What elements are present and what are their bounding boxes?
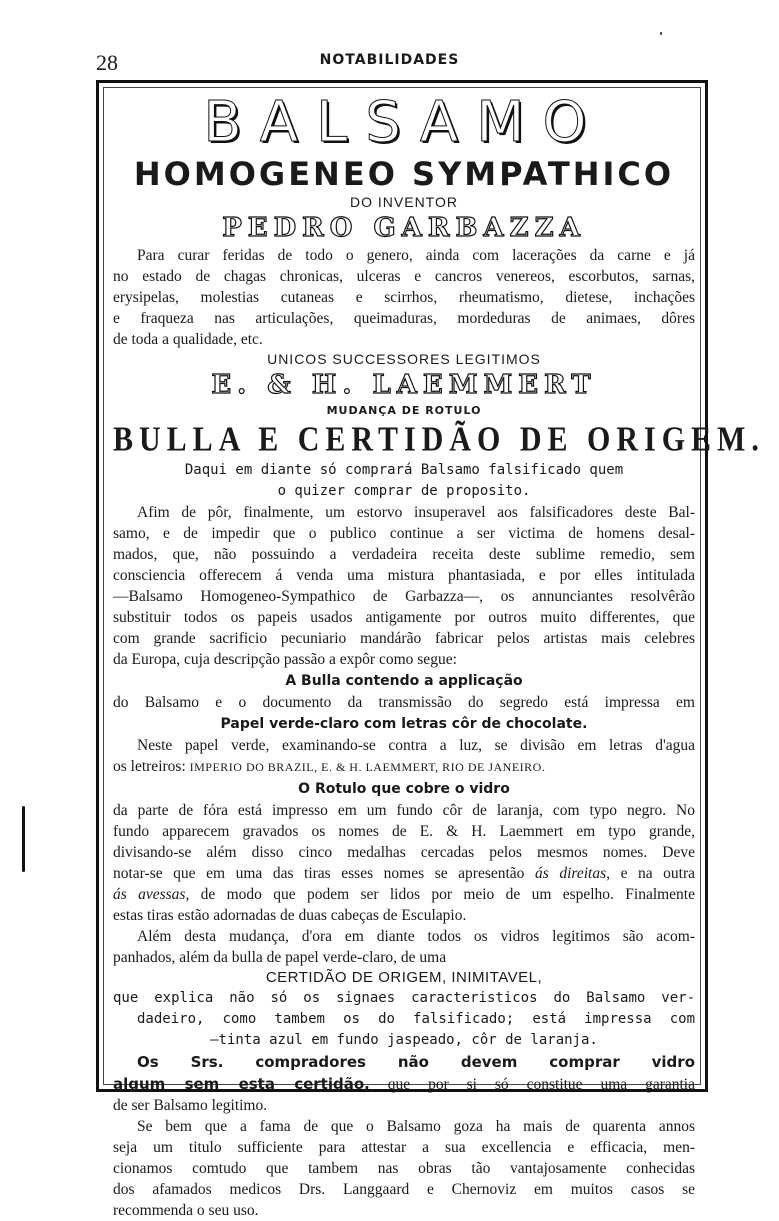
body-line: samo, e de impedir que o publico continue a ser victima de homens desal-	[113, 525, 695, 542]
intro-line: de toda a qualidade, etc.	[113, 331, 263, 348]
warning-end: de ser Balsamo legitimo.	[113, 1097, 268, 1114]
ad-subtitle: HOMOGENEO SYMPATHICO	[133, 155, 675, 193]
rotulo-heading: O Rotulo que cobre o vidro	[298, 781, 510, 797]
neste-line: Neste papel verde, examinando-se contra a luz, se divisão em letras d'agua	[137, 737, 695, 754]
intro-line: no estado de chagas chronicas, ulceras e cancros venereos, escorbutos, sarnas,	[113, 268, 695, 285]
intro-line: erysipelas, molestias cutaneas e scirrhos, rheumatismo, dietese, inchações	[113, 289, 695, 306]
advertisement-content	[113, 90, 765, 1221]
certidao-line: que explica não só os signaes caracteristicos do Balsamo ver-	[113, 990, 695, 1006]
closing-line: Se bem que a fama de que o Balsamo goza ha mais de quarenta annos	[137, 1118, 695, 1135]
papel-line: Papel verde-claro com letras côr de chocolate.	[220, 716, 588, 732]
rotulo-line: divisando-se além disso cinco medalhas cercadas pelos mesmos nomes. Deve	[113, 844, 695, 861]
body-line: mados, que, não possuindo a verdadeira receita deste sublime remedio, sem	[113, 546, 695, 563]
notar-text-end: e na outra	[620, 865, 695, 882]
running-header	[0, 0, 779, 80]
bulla-line: do Balsamo e o documento da transmissão do segredo está impressa em	[113, 694, 695, 711]
firm-name: E. & H. LAEMMERT	[211, 370, 597, 400]
warning-line-2	[113, 1073, 695, 1095]
avessas-text: de modo que podem ser lidos por meio de um espelho. Finalmente	[200, 886, 695, 903]
inventor-label: DO INVENTOR	[350, 194, 458, 210]
alem-line: Além desta mudança, d'ora em diante todos os vidros legitimos são acom-	[137, 928, 695, 945]
body-line: com grande sacrificio pecuniario mandárão fabricar pelos artistas mais celebres	[113, 630, 695, 647]
advertisement-frame	[96, 80, 765, 1219]
certidao-line: dadeiro, como tambem os do falsificado; está impressa com	[137, 1011, 695, 1027]
certidao-line: —tinta azul em fundo jaspeado, côr de laranja.	[210, 1032, 598, 1048]
closing-line: cionamos comtudo que tambem nas obras tão vantajosamente conhecidas	[113, 1160, 695, 1177]
daqui-line: o quizer comprar de proposito.	[277, 483, 531, 499]
bulla-heading: A Bulla contendo a applicação	[285, 673, 523, 689]
ink-speck	[660, 32, 662, 35]
certidao-heading: CERTIDÃO DE ORIGEM, INIMITAVEL,	[265, 969, 543, 986]
mudanca-label: MUDANÇA DE ROTULO	[326, 404, 482, 417]
notar-line	[113, 863, 695, 884]
avessas-line	[113, 884, 695, 905]
letreiros-prefix: os letreiros:	[113, 758, 186, 775]
body-line: Afim de pôr, finalmente, um estorvo insuperavel aos falsificadores deste Bal-	[137, 504, 695, 521]
letreiros-line	[113, 756, 695, 778]
intro-line: e fraqueza nas articulações, queimaduras, mordeduras de animaes, dôres	[113, 310, 695, 327]
letreiros-text: IMPERIO DO BRAZIL, E. & H. LAEMMERT, RIO DE JANEIRO.	[189, 760, 546, 774]
notar-italic: ás direitas,	[535, 865, 610, 882]
alem-line: panhados, além da bulla de papel verde-claro, de uma	[113, 949, 447, 966]
warning-line: Os Srs. compradores não devem comprar vidro	[137, 1053, 695, 1071]
margin-ink-mark	[22, 806, 25, 872]
closing-line: dos afamados medicos Drs. Langgaard e Chernoviz em muitos casos se	[113, 1181, 695, 1198]
body-line: consciencia offerecem á venda uma mistura phantasiada, e por elles intitulada	[113, 567, 695, 584]
body-line: substituir todos os papeis usados antigamente por outros muito differentes, que	[113, 609, 695, 626]
bulla-title: BULLA E CERTIDÃO DE ORIGEM.	[113, 420, 765, 459]
avessas-italic: ás avessas,	[113, 886, 190, 903]
daqui-line: Daqui em diante só comprará Balsamo falsificado quem	[184, 462, 624, 478]
ad-title: BALSAMO	[203, 90, 605, 155]
body-line: da Europa, cuja descripção passão a expôr como segue:	[113, 651, 457, 668]
intro-line: Para curar feridas de todo o genero, ainda com lacerações da carne e já	[137, 247, 695, 264]
closing-line: recommenda o seu uso.	[113, 1202, 259, 1219]
closing-line: seja um titulo sufficiente para attestar a sua excellencia e efficacia, men-	[113, 1139, 695, 1156]
body-line: —Balsamo Homogeneo-Sympathico de Garbazza—, os annunciantes resolvêrão	[113, 588, 695, 605]
running-title: NOTABILIDADES	[319, 52, 460, 68]
warning-rest: que por si só constitue uma garantia	[387, 1076, 695, 1093]
warning-bold: algum sem esta certidão,	[113, 1075, 370, 1093]
successors-label: UNICOS SUCCESSORES LEGITIMOS	[267, 351, 541, 367]
tiras-line: estas tiras estão adornadas de duas cabeças de Esculapio.	[113, 907, 467, 924]
inventor-name: PEDRO GARBAZZA	[222, 213, 586, 243]
rotulo-line: da parte de fóra está impresso em um fundo côr de laranja, com typo negro. No	[113, 802, 695, 819]
rotulo-line: fundo apparecem gravados os nomes de E. & H. Laemmert em typo grande,	[113, 823, 695, 840]
notar-text: notar-se que em uma das tiras esses nomes se apresentão	[113, 865, 525, 882]
page-number: 28	[96, 50, 118, 75]
